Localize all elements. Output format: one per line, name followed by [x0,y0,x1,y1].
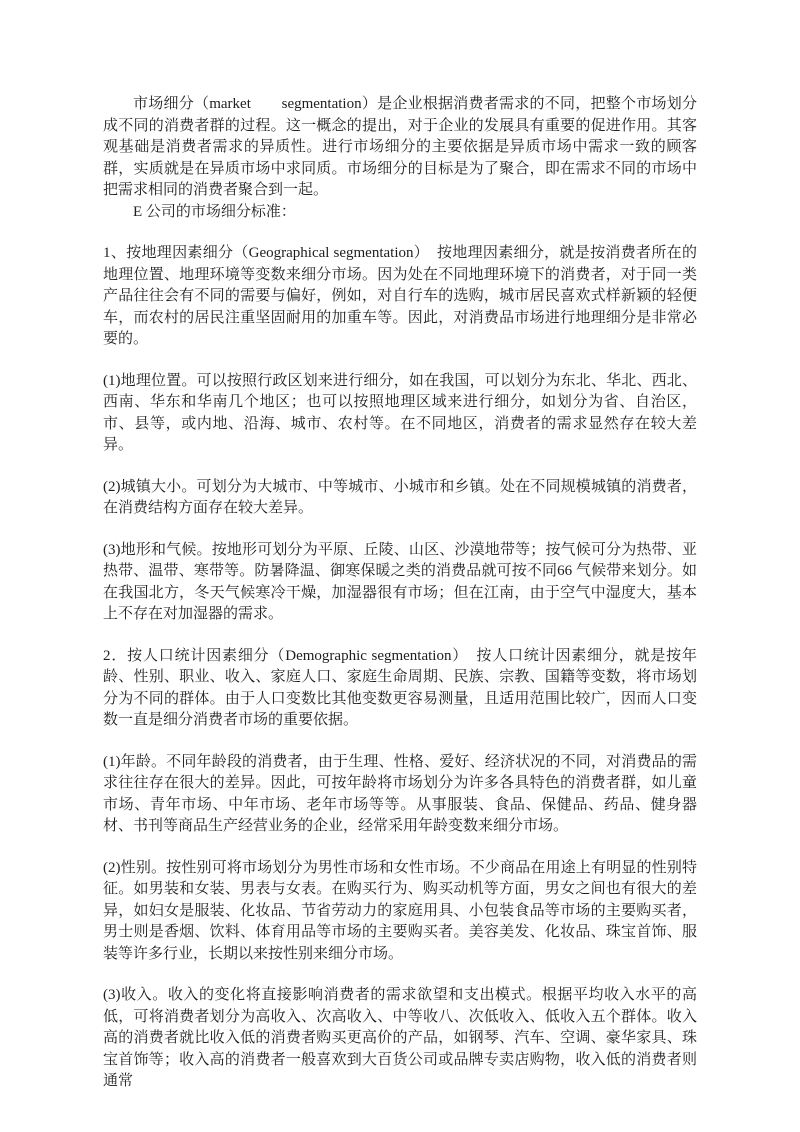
paragraph-e-company-heading: E 公司的市场细分标准： [133,203,296,220]
paragraph-gender: (2)性别。按性别可将市场划分为男性市场和女性市场。不少商品在用途上有明显的性别特征。如男装和女装、男表与女表。在购买行为、购买动机等方面，男女之间也有很大的差异，如妇女是服装、化妆品、节省劳动力的家庭用具、小包装食品等市场的主要购买者，男士则是香烟、饮料、体育用品等市场的主要购买者。美容美发、化妆品、珠宝首饰、服装等许多行业，长期以来按性别来细分市场。 [103,859,697,962]
document-body [103,94,697,1093]
paragraph-intro: 市场细分（market segmentation）是企业根据消费者需求的不同，把整个市场划分成不同的消费者群的过程。这一概念的提出，对于企业的发展具有重要的促进作用。其客观基础是消费者需求的异质性。进行市场细分的主要依据是异质市场中需求一致的顾客群，实质就是在异质市场中求同质。市场细分的目标是为了聚合，即在需求不同的市场中把需求相同的消费者聚合到一起。 [103,96,697,198]
paragraph-income: (3)收入。收入的变化将直接影响消费者的需求欲望和支出模式。根据平均收入水平的高低，可将消费者划分为高收入、次高收入、中等收八、次低收入、低收入五个群体。收入高的消费者就比收入低的消费者购买更高价的产品，如钢琴、汽车、空调、豪华家具、珠宝首饰等；收入高的消费者一般喜欢到大百货公司或品牌专卖店购物，收入低的消费者则通常 [103,987,697,1089]
paragraph-terrain-climate: (3)地形和气候。按地形可划分为平原、丘陵、山区、沙漠地带等；按气候可分为热带、亚热带、温带、寒带等。防暑降温、御寒保暖之类的消费品就可按不同66 气候带来划分。如在我国北方，冬天气候寒冷干燥，加湿器很有市场；但在江南，由于空气中湿度大，基本上不存在对加湿器的需求。 [103,541,697,622]
paragraph-town-size: (2)城镇大小。可划分为大城市、中等城市、小城市和乡镇。处在不同规模城镇的消费者，在消费结构方面存在较大差异。 [103,478,697,516]
paragraph-age: (1)年龄。不同年龄段的消费者，由于生理、性格、爱好、经济状况的不同，对消费品的需求往往存在很大的差异。因此，可按年龄将市场划分为许多各具特色的消费者群，如儿童市场、青年市场、中年市场、老年市场等等。从事服装、食品、保健品、药品、健身器材、书刊等商品生产经营业务的企业，经常采用年龄变数来细分市场。 [103,753,697,834]
paragraph-geo-location: (1)地理位置。可以按照行政区划来进行细分，如在我国，可以划分为东北、华北、西北、西南、华东和华南几个地区；也可以按照地理区域来进行细分，如划分为省、自治区，市、县等，或内地、沿海、城市、农村等。在不同地区，消费者的需求显然存在较大差异。 [103,372,697,453]
paragraph-demographic-segmentation: 2．按人口统计因素细分（Demographic segmentation） 按人口统计因素细分，就是按年龄、性别、职业、收入、家庭人口、家庭生命周期、民族、宗教、国籍等变数，将市场划分为不同的群体。由于人口变数比其他变数更容易测量，且适用范围比较广，因而人口变数一直是细分消费者市场的重要依据。 [103,647,697,728]
paragraph-geographical-segmentation: 1、按地理因素细分（Geographical segmentation） 按地理因素细分，就是按消费者所在的地理位置、地理环境等变数来细分市场。因为处在不同地理环境下的消费者，对于同一类产品往往会有不同的需要与偏好，例如，对自行车的选购，城市居民喜欢式样新颖的轻便车，而农村的居民注重坚固耐用的加重车等。因此，对消费品市场进行地理细分是非常必要的。 [103,245,697,347]
